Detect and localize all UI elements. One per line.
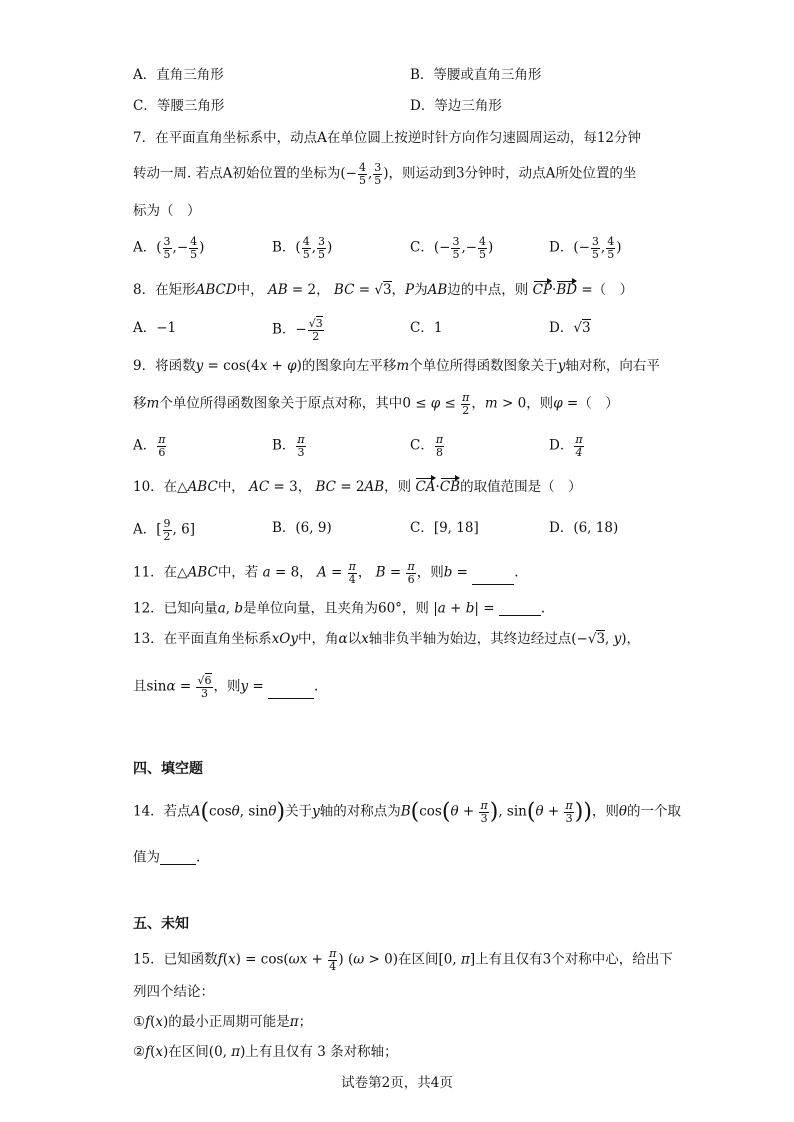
q15-line-1: 15．已知函数f(x) = cos(ωx + $\frac{\pi}{4}$ ) (ω > 0)在区间[0, π]上有且仅有3个对称中心，给出下 — [133, 947, 673, 973]
section-heading-fill-in: 四、填空题 — [133, 761, 203, 777]
q8-option-a: A．−1 — [133, 320, 177, 336]
q7-option-b: B．( $\frac{4}{5}$ , $\frac{3}{5}$ ) — [272, 235, 333, 261]
q15-line-2: 列四个结论： — [133, 984, 214, 1000]
q7-option-c: C．(− $\frac{3}{5}$ ,− $\frac{4}{5}$ ) — [410, 235, 494, 261]
q10-option-d: D．(6, 18) — [549, 520, 619, 536]
q12-stem: 12．已知向量a, b是单位向量，且夹角为60°，则 |a + b| = . — [133, 600, 546, 617]
q9-line-1: 9．将函数y = cos(4x + φ)的图象向左平移m个单位所得函数图象关于y轴对称，向右平 — [133, 358, 660, 374]
q15-line-3: ①f(x)的最小正周期可能是π； — [133, 1014, 313, 1030]
q11-stem: 11．在△ABC中，若 a = 8， A = $\frac{\pi}{4}$ ， B = $\frac{\pi}{6}$ ，则b = . — [133, 560, 519, 586]
q7-line-2: 转动一周. 若点A初始位置的坐标为(− $\frac{4}{5}$ , $\frac{3}{5}$ )，则运动到3分钟时，动点A所处位置的坐 — [133, 161, 637, 187]
q7-text-a: 转动一周. 若点A初始位置的坐标为 — [133, 165, 341, 182]
q6-option-c: C．等腰三角形 — [133, 98, 225, 114]
q8-option-c: C．1 — [410, 320, 443, 336]
q9-option-c: C． $\frac{\pi}{8}$ — [410, 433, 444, 459]
section-heading-unknown: 五、未知 — [133, 916, 189, 932]
q14-line-1: 14．若点A(cosθ, sinθ)关于y轴的对称点为B(cos(θ + $\frac{\pi}{3}$ ), sin(θ + $\frac{\pi}{3}$ ))，则θ的一个取 — [133, 799, 682, 825]
page-footer: 试卷第2页，共4页 — [341, 1075, 453, 1091]
q13-line-2: 且sinα = $\frac{√6}{3}$ ，则y = . — [133, 674, 319, 700]
q7-text-b: ，则运动到3分钟时，动点A所处位置的坐 — [388, 165, 637, 182]
q10-option-b: B．(6, 9) — [272, 520, 332, 536]
q6-option-a: A．直角三角形 — [133, 67, 224, 83]
q9-option-d: D． $\frac{\pi}{4}$ — [549, 433, 583, 459]
q9-option-b: B． $\frac{\pi}{3}$ — [272, 433, 305, 459]
q15-line-4: ②f(x)在区间(0, π)上有且仅有 3 条对称轴； — [133, 1044, 398, 1060]
q9-line-2: 移m个单位所得函数图象关于原点对称，其中0 ≤ φ ≤ $\frac{\pi}{2}$ ，m > 0，则φ =（ ） — [133, 391, 619, 417]
q6-option-b: B．等腰或直角三角形 — [410, 67, 542, 83]
q7-line-3: 标为（ ） — [133, 203, 201, 219]
q8-option-b: B．− $\frac{√3}{2}$ — [272, 317, 323, 343]
q13-line-1: 13．在平面直角坐标系xOy中，角α以x轴非负半轴为始边，其终边经过点(−√3, y)， — [133, 631, 641, 647]
q10-stem: 10．在△ABC中， AC = 3， BC = 2AB，则 CA·CB的取值范围是（ ） — [133, 479, 582, 495]
q7-line-1: 7．在平面直角坐标系中，动点A在单位圆上按逆时针方向作匀速圆周运动，每12分钟 — [133, 130, 642, 146]
q8-stem: 8．在矩形ABCD中， AB = 2， BC = √3，P为AB边的中点，则 CP·BD =（ ） — [133, 282, 634, 298]
q7-option-a: A．( $\frac{3}{5}$ ,− $\frac{4}{5}$ ) — [133, 235, 205, 261]
q8-option-d: D．√3 — [549, 320, 591, 336]
q14-line-2: 值为 . — [133, 849, 201, 866]
q10-option-a: A．[ $\frac{9}{2}$ , 6] — [133, 517, 195, 543]
q10-option-c: C．[9, 18] — [410, 520, 479, 536]
q9-option-a: A． $\frac{\pi}{6}$ — [133, 433, 166, 459]
q7-option-d: D．(− $\frac{3}{5}$ , $\frac{4}{5}$ ) — [549, 235, 622, 261]
q6-option-d: D．等边三角形 — [410, 98, 502, 114]
